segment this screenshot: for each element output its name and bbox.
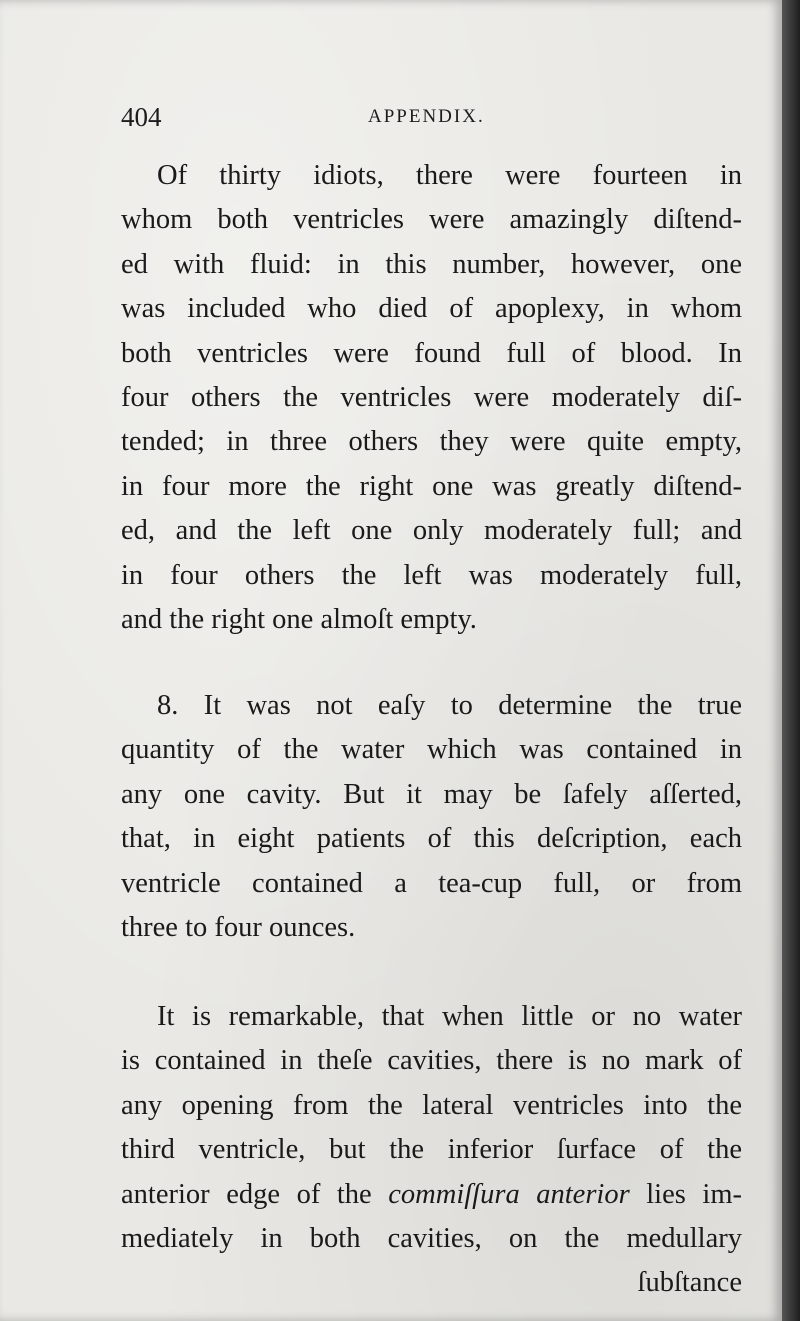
text-line: in four more the right one was greatly diſtend-	[121, 470, 742, 502]
text-fragment: anterior edge of the	[121, 1178, 389, 1210]
text-line: tended; in three others they were quite empty,	[121, 426, 742, 458]
paragraph-3	[121, 995, 742, 1306]
latin-term: commiſſura anterior	[388, 1178, 630, 1210]
page-header	[121, 100, 741, 140]
text-line: third ventricle, but the inferior ſurface of the	[121, 1134, 742, 1166]
catchword: ſubſtance	[637, 1267, 742, 1299]
text-line: quantity of the water which was contained in	[121, 734, 742, 766]
text-line: mediately in both cavities, on the medullary	[121, 1222, 742, 1254]
text-line: four others the ventricles were moderately diſ-	[121, 381, 742, 413]
text-line: whom both ventricles were amazingly diſtend-	[121, 204, 742, 236]
page-number: 404	[121, 102, 162, 132]
text-line: 8. It was not eaſy to determine the true	[157, 690, 742, 721]
text-line: three to four ounces.	[121, 911, 356, 943]
text-line: any one cavity. But it may be ſafely aſſerted,	[121, 778, 742, 810]
text-line: is contained in theſe cavities, there is no mark of	[121, 1045, 742, 1077]
page-gutter	[782, 0, 800, 1321]
text-line: was included who died of apoplexy, in whom	[121, 293, 742, 325]
text-line: in four others the left was moderately full,	[121, 559, 742, 591]
text-fragment: lies im-	[629, 1178, 742, 1210]
paragraph-1	[121, 154, 742, 642]
paragraph-2	[121, 684, 742, 950]
text-line: Of thirty idiots, there were fourteen in	[157, 160, 742, 191]
text-line: It is remarkable, that when little or no water	[157, 1001, 742, 1032]
text-line	[121, 1173, 742, 1217]
text-line: that, in eight patients of this deſcription, each	[121, 823, 742, 855]
text-line: and the right one almoſt empty.	[121, 603, 477, 635]
text-line: ventricle contained a tea-cup full, or from	[121, 867, 742, 899]
text-line: ed with fluid: in this number, however, one	[121, 248, 742, 280]
running-head: APPENDIX.	[368, 106, 485, 127]
text-line: ed, and the left one only moderately full; and	[121, 515, 742, 547]
text-line: both ventricles were found full of blood. In	[121, 337, 742, 369]
text-line: any opening from the lateral ventricles into the	[121, 1089, 742, 1121]
